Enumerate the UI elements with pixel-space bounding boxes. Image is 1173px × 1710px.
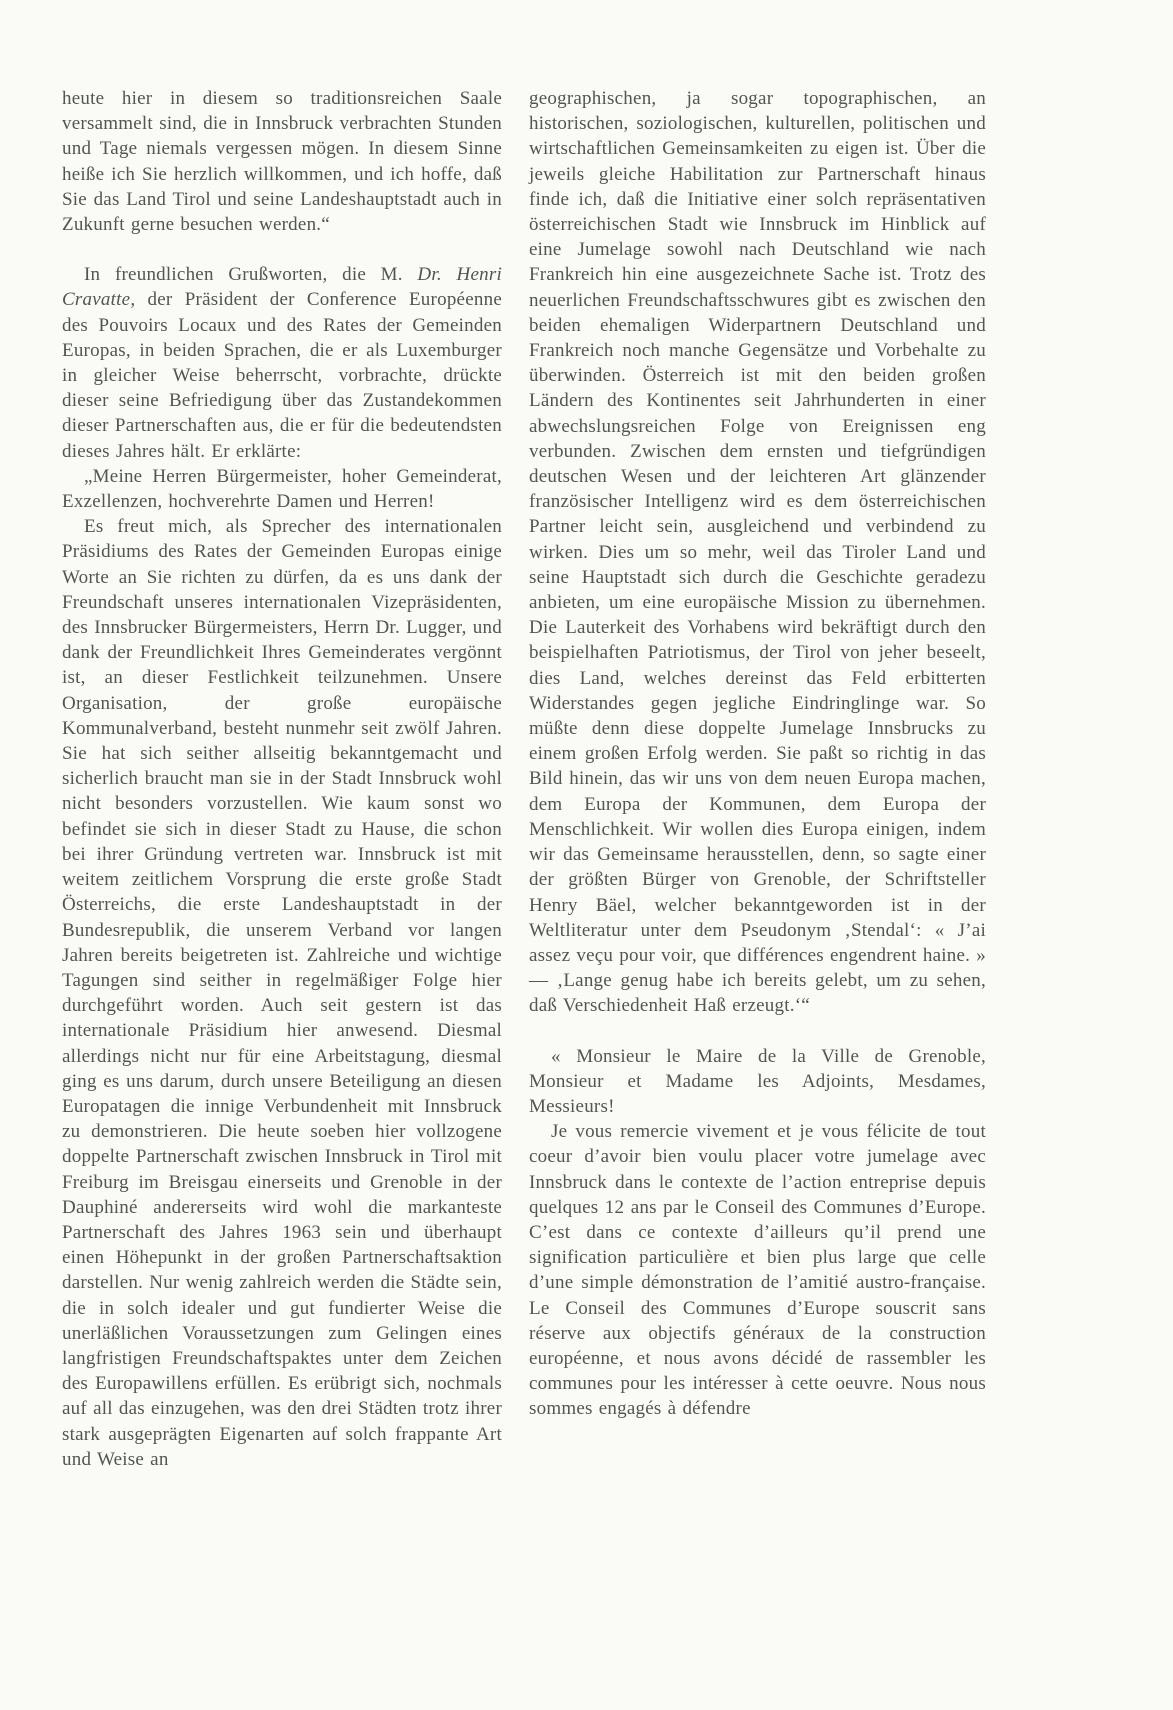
paragraph <box>529 1044 986 1120</box>
paragraph <box>62 86 502 237</box>
paragraph <box>529 86 986 1019</box>
text-column-left <box>62 86 502 1472</box>
text-run: heute hier in diesem so traditionsreichen Saale versammelt sind, die in Innsbruck verbrachten Stunden und Tage niemals vergessen mögen. In diesem Sinne heiße ich Sie herzlich willkommen, und ich hoffe, daß Sie das Land Tirol und seine Landeshauptstadt auch in Zukunft gerne besuchen werden.“ <box>62 88 502 236</box>
paragraph <box>62 464 502 514</box>
paragraph <box>62 262 502 464</box>
paragraph <box>62 514 502 1472</box>
text-run: „Meine Herren Bürgermeister, hoher Gemeinderat, Exzellenzen, hochverehrte Damen und Herren! <box>62 465 502 513</box>
paragraph <box>529 1119 986 1421</box>
text-run: Es freut mich, als Sprecher des internationalen Präsidiums des Rates der Gemeinden Europas einige Worte an Sie richten zu dürfen, da es uns dank der Freundschaft unseres internationalen Vizepräsidenten, des Innsbrucker Bürgermeisters, Herrn Dr. Lugger, und dank der Freundlichkeit Ihres Gemeinderates vergönnt ist, an dieser Festlichkeit teilzunehmen. Unsere Organisation, der große europäische Kommunalverband, besteht nunmehr seit zwölf Jahren. Sie hat sich seither allseitig bekanntgemacht und sicherlich braucht man sie in der Stadt Innsbruck wohl nicht besonders vorzustellen. Wie kaum sonst wo befindet sie sich in dieser Stadt zu Hause, die schon bei ihrer Gründung vertreten war. Innsbruck ist mit weitem zeitlichem Vorsprung die erste große Stadt Österreichs, die erste Landeshauptstadt in der Bundesrepublik, die unserem Verband vor langen Jahren bereits beigetreten ist. Zahlreiche und wichtige Tagungen sind seither in regelmäßiger Folge hier durchgeführt worden. Auch seit gestern ist das internationale Präsidium hier anwesend. Diesmal allerdings nicht nur für eine Arbeitstagung, diesmal ging es uns darum, durch unsere Beteiligung an diesen Europatagen die innige Verbundenheit mit Innsbruck zu demonstrieren. Die heute soeben hier vollzogene doppelte Partnerschaft zwischen Innsbruck in Tirol mit Freiburg im Breisgau einerseits und Grenoble in der Dauphiné andererseits wird wohl die markanteste Partnerschaft des Jahres 1963 sein und überhaupt einen Höhepunkt in der großen Partnerschaftsaktion darstellen. Nur wenig zahlreich werden die Städte sein, die in solch idealer und gut fundierter Weise die unerläßlichen Voraussetzungen zum Gelingen eines langfristigen Freundschaftspaktes unter dem Zeichen des Europawillens erfüllen. Es erübrigt sich, nochmals auf all das einzugehen, was den drei Städten trotz ihrer stark ausgeprägten Eigenarten auf solch frappante Art und Weise an <box>62 516 502 1470</box>
text-run: Je vous remercie vivement et je vous félicite de tout coeur d’avoir bien voulu placer votre jumelage avec Innsbruck dans le contexte de l’action entreprise depuis quelques 12 ans par le Conseil des Communes d’Europe. C’est dans ce contexte d’ailleurs qu’il prend une signification particulière et bien plus large que celle d’une simple démonstration de l’amitié austro-française. Le Conseil des Communes d’Europe souscrit sans réserve aux objectifs généraux de la construction européenne, et nous avons décidé de rassembler les communes pour les intéresser à cette oeuvre. Nous nous sommes engagés à défendre <box>529 1121 986 1420</box>
text-run: geographischen, ja sogar topographischen, an historischen, soziologischen, kulturellen, politischen und wirtschaftlichen Gemeinsamkeiten zu eigen ist. Über die jeweils gleiche Habilitation zur Partnerschaft hinaus finde ich, daß die Initiative einer solch repräsentativen österreichischen Stadt wie Innsbruck im Hinblick auf eine Jumelage sowohl nach Deutschland wie nach Frankreich hin eine ausgezeichnete Sache ist. Trotz des neuerlichen Freundschaftsschwures gibt es zwischen den beiden ehemaligen Widerpartnern Deutschland und Frankreich noch manche Gegensätze und Vorbehalte zu überwinden. Österreich ist mit den beiden großen Ländern des Kontinentes seit Jahrhunderten in einer abwechslungsreichen Folge von Ereignissen eng verbunden. Zwischen dem ernsten und tiefgründigen deutschen Wesen und der leichteren Art glänzender französischer Intelligenz wird es dem österreichischen Partner leicht sein, ausgleichend und verbindend zu wirken. Dies um so mehr, weil das Tiroler Land und seine Hauptstadt sich durch die Geschichte geradezu anbieten, um eine europäische Mission zu übernehmen. Die Lauterkeit des Vorhabens wird bekräftigt durch den beispielhaften Patriotismus, der Tirol von jeher beseelt, dies Land, welches dereinst das Feld erbitterten Widerstandes gegen jegliche Eindringlinge war. So müßte denn diese doppelte Jumelage Innsbrucks zu einem großen Erfolg werden. Sie paßt so richtig in das Bild hinein, das wir uns von dem neuen Europa machen, dem Europa der Kommunen, dem Europa der Menschlichkeit. Wir wollen dies Europa einigen, indem wir das Gemeinsame herausstellen, denn, so sagte einer der größten Bürger von Grenoble, der Schriftsteller Henry Bäel, welcher bekanntgeworden ist in der Weltliteratur unter dem Pseudonym ‚Stendal‘: « J’ai assez veçu pour voir, que différences engendrent haine. » — ‚Lange genug habe ich bereits gelebt, um zu sehen, daß Verschiedenheit Haß erzeugt.‘“ <box>529 88 986 1017</box>
text-run: In freundlichen Grußworten, die M. <box>84 264 418 286</box>
text-run-italic: Dr. Henri Cravatte, <box>62 264 502 311</box>
text-run: « Monsieur le Maire de la Ville de Grenoble, Monsieur et Madame les Adjoints, Mesdames, Messieurs! <box>529 1045 986 1117</box>
text-column-right <box>529 86 986 1472</box>
text-run: der Präsident der Conference Européenne des Pouvoirs Locaux und des Rates der Gemeinden Europas, in beiden Sprachen, die er als Luxemburger in gleicher Weise beherrscht, vorbrachte, drückte dieser seine Befriedigung über das Zustandekommen dieser Partnerschaften aus, die er für die bedeutendsten dieses Jahres hält. Er erklärte: <box>62 289 502 462</box>
